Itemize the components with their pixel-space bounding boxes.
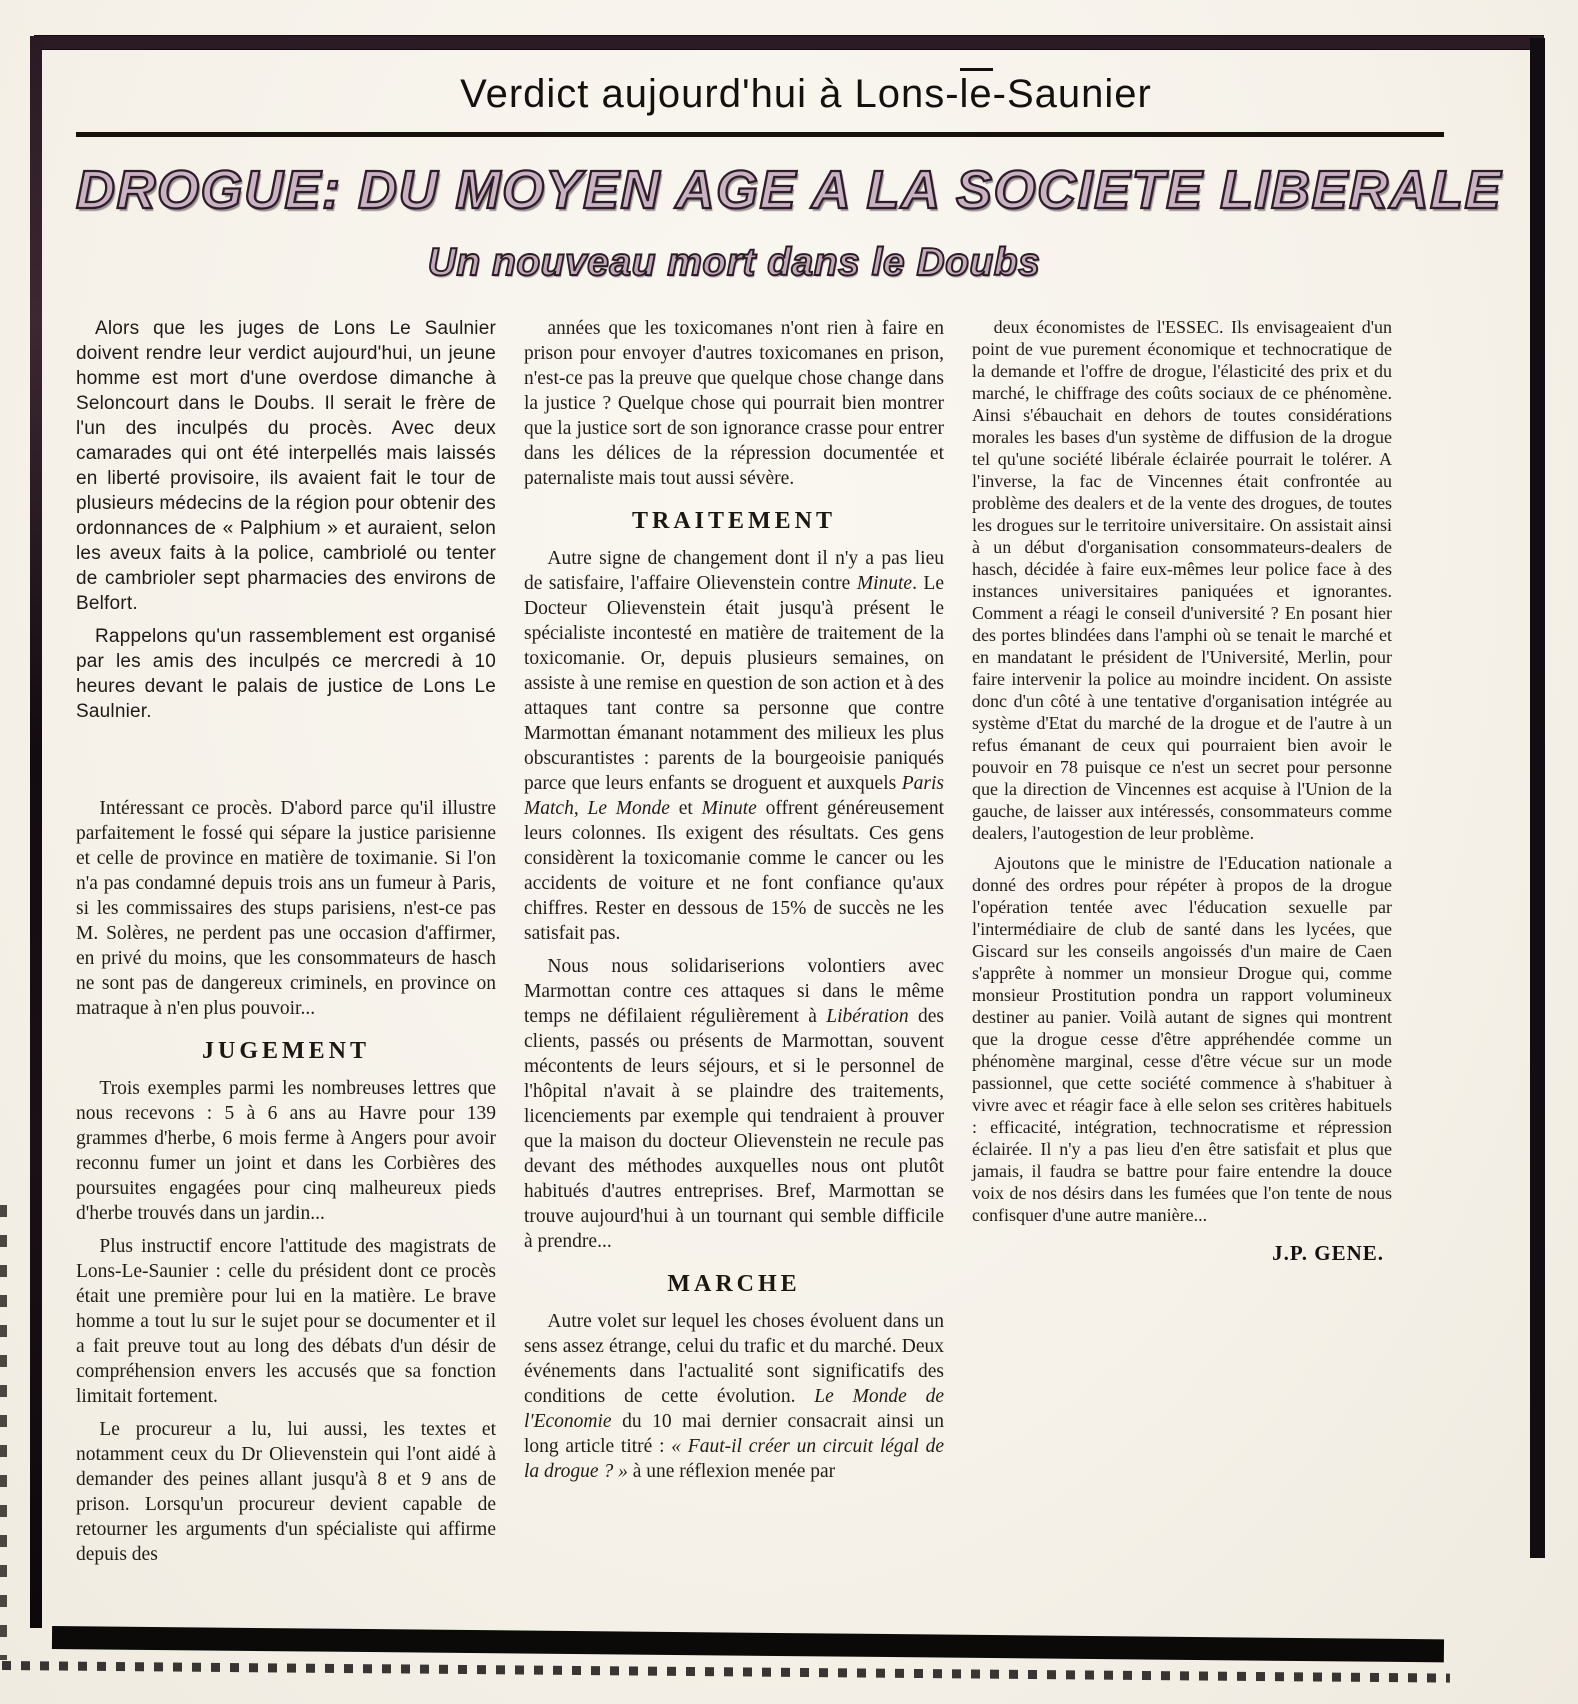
text-segment: Minute (701, 798, 757, 819)
paragraph (76, 624, 496, 724)
paragraph (972, 316, 1392, 844)
scan-edge-dotted-strip (2, 1661, 1450, 1683)
text-segment: du 10 mai dernier consacrait ainsi un long article titré : (524, 1411, 944, 1457)
paragraph (524, 1309, 944, 1484)
section-heading-traitement: TRAITEMENT (631, 508, 837, 534)
text-segment: Le procureur a lu, lui aussi, les textes et notamment ceux du Dr Olievenstein qui l'ont aidé à demander des peines allant jusqu'à 8 et 9 ans de prison. Lorsqu'un procureur devient capable de retourner les arguments d'un spécialiste qui affirme depuis des (76, 1419, 496, 1565)
text-segment: Minute (856, 573, 913, 594)
frame-border-top (34, 36, 1544, 49)
story-gap (76, 732, 496, 796)
text-segment: . Le Docteur Olievenstein était jusqu'à présent le spécialiste incontesté en matière de traitement de la toxicomanie. Or, depuis plusieurs semaines, on assiste à une remise en question de son action et à des attaques tant contre sa personne que contre Marmottan émanant notamment des milieux les plus obscurantistes : parents de la bourgeoisie paniqués parce que leurs enfants se droguent et auxquels (524, 573, 944, 794)
text-segment: Le Monde de l'Economie (524, 1386, 944, 1432)
paragraph (76, 1417, 496, 1567)
frame-border-left (30, 36, 42, 1628)
scan-edge-left-dashes (0, 1205, 7, 1660)
paragraph (76, 796, 496, 1021)
paragraph (524, 546, 944, 946)
text-segment: Rappelons qu'un rassemblement est organisé par les amis des inculpés ce mercredi à 10 heures devant le palais de justice de Lons Le Saulnier. (76, 626, 496, 722)
headline: DROGUE: DU MOYEN AGE A LA SOCIETE LIBERALE (76, 160, 1503, 220)
text-segment: Libération (826, 1006, 909, 1027)
text-segment: des clients, passés ou présents de Marmottan, souvent mécontents de leurs séjours, et si le personnel de l'hôpital n'avait à se plaindre des traitements, licenciements par exemple qui tendraient à prouver que la maison du docteur Olievenstein ne recule pas devant des méthodes auxquelles nous ont plutôt habitués d'autres entreprises. Bref, Marmottan se trouve aujourd'hui à un tournant qui semble difficile à prendre... (524, 1006, 944, 1252)
kicker-text-start: Verdict aujourd'hui à Lons- (460, 72, 960, 116)
column-1 (76, 316, 496, 1568)
text-segment: offrent généreusement leurs colonnes. Ils exigent des résultats. Ces gens considèrent la toxicomanie comme le cancer ou les accidents de voiture et ne font confiance qu'aux chiffres. Rester en dessous de 15% de succès ne les satisfait pas. (524, 798, 944, 944)
text-segment: Nous nous solidariserions volontiers avec Marmottan contre ces attaques si dans le même temps ne défilaient régulièrement à (524, 956, 944, 1027)
frame-border-right (1530, 38, 1545, 1558)
text-segment: Le Monde (587, 798, 670, 819)
kicker (148, 72, 1464, 116)
byline: J.P. GENE. (1272, 1241, 1384, 1265)
paragraph (76, 316, 496, 616)
column-3 (972, 316, 1392, 1568)
text-segment: Autre volet sur lequel les choses évoluent dans un sens assez étrange, celui du trafic et du marché. Deux événements dans l'actualité sont significatifs des conditions de cette évolution. (524, 1311, 944, 1407)
article-content (76, 58, 1503, 1568)
kicker-text-end: -Saunier (992, 72, 1152, 116)
text-segment: Trois exemples parmi les nombreuses lettres que nous recevons : 5 à 6 ans au Havre pour 139 grammes d'herbe, 6 mois ferme à Angers pour avoir reconnu fumer un joint et dans les Corbières des poursuites engagées pour cinq malheureux pieds d'herbe trouvés dans un jardin... (76, 1078, 496, 1224)
paragraph (76, 1076, 496, 1226)
text-segment: Alors que les juges de Lons Le Saulnier doivent rendre leur verdict aujourd'hui, un jeune homme est mort d'une overdose dimanche à Seloncourt dans le Doubs. Il serait le frère de l'un des inculpés du procès. Avec deux camarades qui ont été interpellés mais laissés en liberté provisoire, ils avaient fait le tour de plusieurs médecins de la région pour obtenir des ordonnances de « Palphium » et auraient, selon les aveux faits à la police, cambriolé ou tenter de cambrioler sept pharmacies des environs de Belfort. (76, 318, 496, 614)
kicker-text-overlined: le (960, 68, 993, 116)
paragraph (76, 1234, 496, 1409)
paragraph (972, 852, 1392, 1226)
text-segment: , (573, 798, 588, 819)
text-segment: Plus instructif encore l'attitude des magistrats de Lons-Le-Saunier : celle du président dont ce procès était une première pour lui en la matière. Le brave homme a tout lu sur le sujet pour se documenter et il a fait preuve tout au long des débats d'un désir de compréhension envers les accusés que sa fonction limitait fortement. (76, 1236, 496, 1407)
section-heading-marche: MARCHE (667, 1271, 801, 1297)
text-segment: années que les toxicomanes n'ont rien à faire en prison pour envoyer d'autres toxicomanes en prison, n'est-ce pas la preuve que quelque chose change dans la justice ? Quelque chose qui pourrait bien montrer que la justice sort de son ignorance crasse pour entrer dans les délices de la répression documentée et paternaliste mais tout aussi sévère. (524, 318, 944, 489)
paragraph (524, 316, 944, 491)
article-columns (76, 316, 1392, 1568)
frame-border-bottom-bar (52, 1626, 1444, 1662)
text-segment: Intéressant ce procès. D'abord parce qu'il illustre parfaitement le fossé qui sépare la justice parisienne et celle de province en matière de toximanie. Si l'on n'a pas condamné depuis trois ans un fumeur à Paris, si les commissaires des stups parisiens, n'est-ce pas M. Solères, ne perdent pas une occasion d'affirmer, en privé du moins, que les consommateurs de hasch ne sont pas de dangereux criminels, en province on matraque à n'en plus pouvoir... (76, 798, 496, 1019)
text-segment: deux économistes de l'ESSEC. Ils envisageaient d'un point de vue purement économique et technocratique de la demande et l'offre de drogue, l'élasticité des prix et du marché, le chiffrage des coûts sociaux de ce phénomène. Ainsi s'ébauchait en dehors de toutes considérations morales les bases d'un système de diffusion de la drogue tel qu'une société libérale éclairée pourrait le tolérer. A l'inverse, la fac de Vincennes était confrontée au problème des dealers et de la vente des drogues, de toutes les drogues sur le territoire universitaire. On assistait ainsi à un début d'organisation consommateurs-dealers de hasch, décidée à faire eux-mêmes leur police face à des instances universitaires paniquées et ignorantes. Comment a réagi le conseil d'université ? En posant hier des portes blindées dans l'amphi où se tenait le marché et en mandatant le président de l'Université, Merlin, pour faire intervenir la police au moindre incident. On assiste donc d'un côté à une tentative d'organisation intégrée au système d'Etat du marché de la drogue et de l'autre à un refus émanant de ceux qui pourraient bien avoir le pouvoir en 78 puisque ce n'est un secret pour personne que la direction de Vincennes est acquise à l'Union de la gauche, de laisser aux intéressés, consommateurs comme dealers, l'autogestion de leur problème. (972, 317, 1392, 843)
section-heading-jugement: JUGEMENT (201, 1038, 370, 1064)
paragraph (524, 954, 944, 1254)
column-2 (524, 316, 944, 1568)
subhead: Un nouveau mort dans le Doubs (427, 241, 1041, 284)
kicker-rule (76, 132, 1444, 137)
text-segment: Autre signe de changement dont il n'y a pas lieu de satisfaire, l'affaire Olievenstein contre (524, 548, 944, 594)
text-segment: Ajoutons que le ministre de l'Education nationale a donné des ordres pour répéter à propos de la drogue l'opération tentée avec l'éducation sexuelle par l'intermédiaire de club de santé dans les lycées, que Giscard sur les conseils angoissés d'un maire de Caen s'apprête à nommer un monsieur Drogue qui, comme monsieur Prostitution pondra un rapport volumineux destiner au panier. Voilà autant de signes qui montrent que la drogue cesse d'être appréhendée comme un phénomène marginal, cesse d'être vécue sur un mode passionnel, que cette société commence à s'habituer à vivre avec et réagir face à elle selon ses critères habituels : efficacité, intégration, technocratisme et répression éclairée. Il n'y a pas lieu d'en être satisfait et plus que jamais, il faudra se battre pour faire entendre la douce voix de nos désirs dans les fumées que l'on tente de nous confisquer d'une autre manière... (972, 853, 1392, 1225)
text-segment: Paris Match (524, 773, 944, 819)
text-segment: à une réflexion menée par (627, 1461, 836, 1482)
text-segment: « Faut-il créer un circuit légal de la drogue ? » (524, 1436, 945, 1482)
text-segment: et (669, 798, 702, 819)
